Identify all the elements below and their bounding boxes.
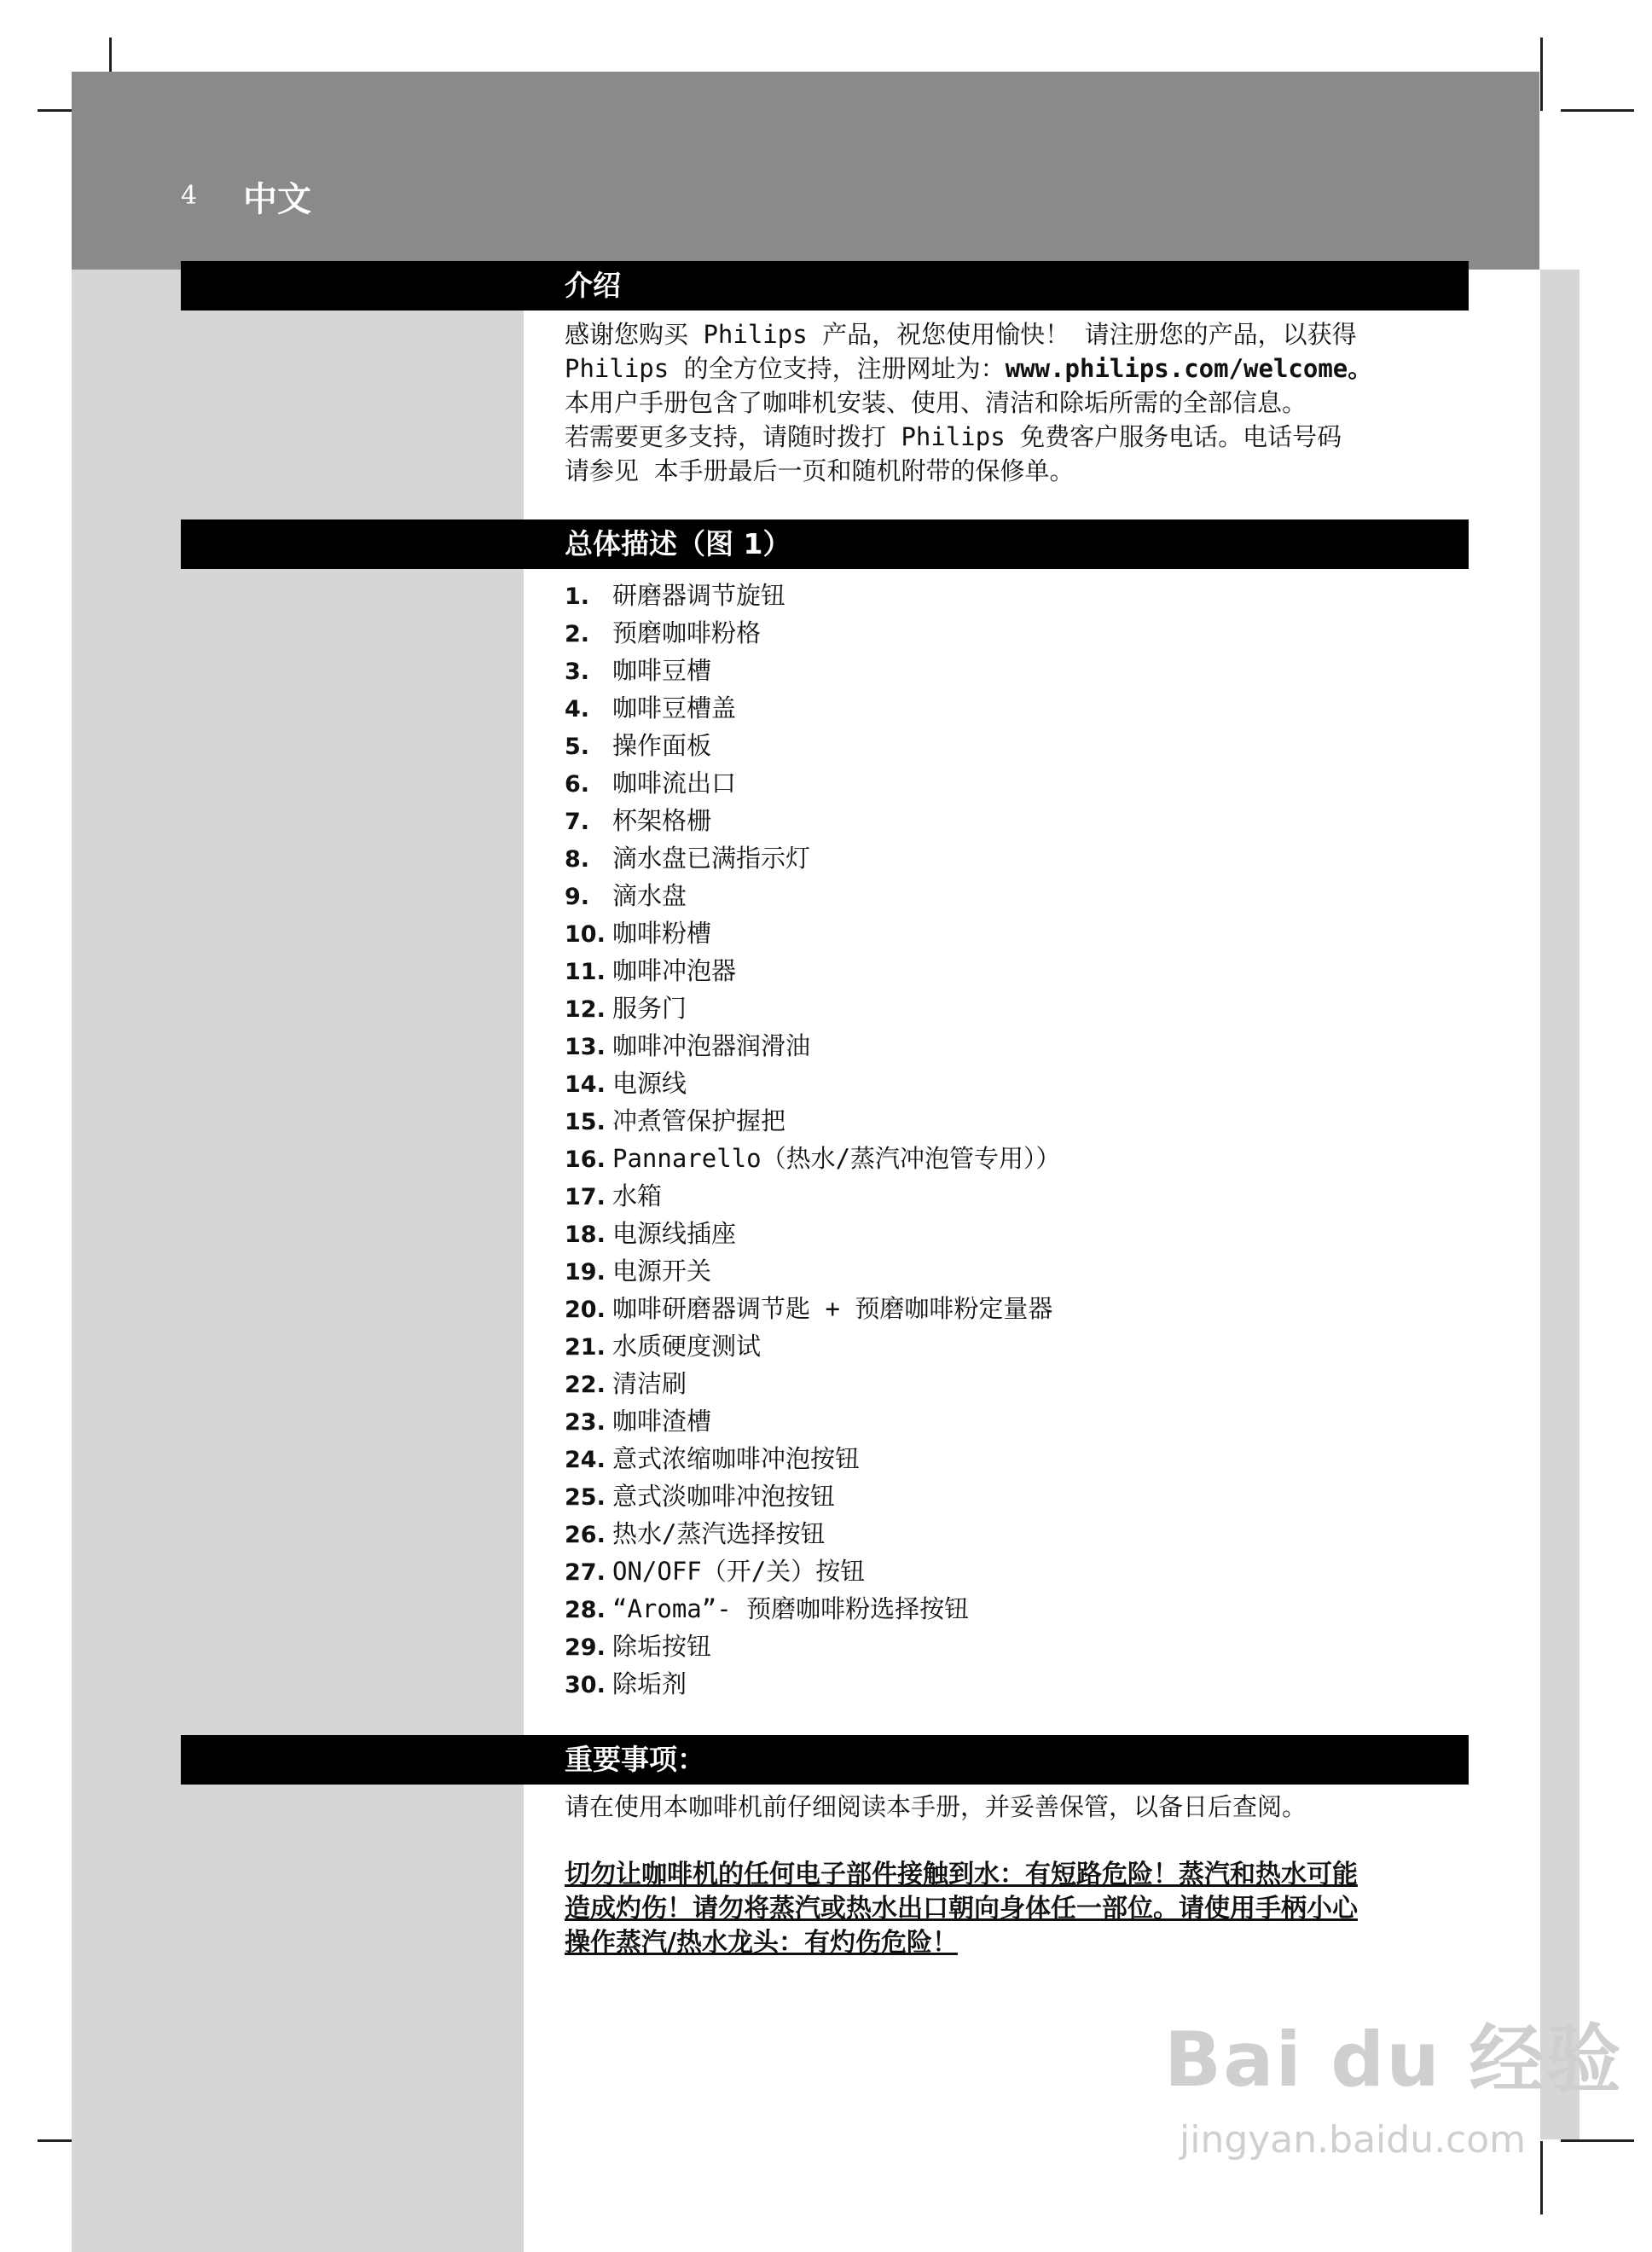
crop-mark [1561,2139,1634,2142]
item-number: 4. [565,696,590,723]
parts-list-item [565,1252,1061,1290]
header-band [72,72,1539,270]
watermark-url: jingyan.baidu.com [1180,2118,1527,2162]
intro-line: 若需要更多支持，请随时拨打 Philips 免费客户服务电话。电话号码 [565,422,1342,451]
parts-list-item [565,727,1061,764]
section-bar-important [181,1735,1469,1785]
safety-warning [565,1858,1469,1960]
intro-line: Philips 的全方位支持，注册网址为：www.philips.com/welcome。 [565,354,1373,383]
parts-list-item [565,1440,1061,1477]
parts-list [565,577,1061,1703]
watermark [1164,2000,1623,2162]
item-label: ON/OFF（开/关）按钮 [612,1557,866,1586]
item-label: 滴水盘已满指示灯 [612,844,811,873]
section-bar-overview [181,519,1469,569]
parts-list-item [565,1065,1061,1102]
item-number: 21. [565,1334,606,1361]
item-label: 杯架格栅 [612,806,712,835]
item-number: 24. [565,1447,606,1473]
parts-list-item [565,1628,1061,1665]
item-number: 13. [565,1034,606,1060]
item-label: 除垢剂 [612,1669,687,1698]
warning-line: 切勿让咖啡机的任何电子部件接触到水：有短路危险！蒸汽和热水可能 [565,1860,1358,1889]
item-label: Pannarello（热水/蒸汽冲泡管专用）） [612,1144,1061,1173]
item-label: 热水/蒸汽选择按钮 [612,1519,826,1548]
item-label: 除垢按钮 [612,1632,712,1661]
item-label: 咖啡渣槽 [612,1407,712,1436]
item-number: 26. [565,1522,606,1548]
item-number: 25. [565,1484,606,1511]
item-number: 20. [565,1297,606,1323]
important-note: 请在使用本咖啡机前仔细阅读本手册，并妥善保管，以备日后查阅。 [565,1792,1307,1821]
parts-list-item [565,1477,1061,1515]
parts-list-item [565,802,1061,839]
item-number: 19. [565,1259,606,1286]
page-number: 4 [181,181,198,211]
item-label: 水箱 [612,1181,663,1210]
item-number: 30. [565,1672,606,1698]
crop-mark [1540,2141,1543,2214]
item-number: 17. [565,1184,606,1210]
parts-list-item [565,1553,1061,1590]
item-label: 咖啡研磨器调节匙 + 预磨咖啡粉定量器 [612,1294,1053,1323]
warning-line: 操作蒸汽/热水龙头：有灼伤危险！ [565,1928,958,1958]
parts-list-item [565,990,1061,1027]
parts-list-item [565,1327,1061,1365]
item-number: 1. [565,583,590,610]
page-language-title: 中文 [243,180,311,219]
item-number: 27. [565,1559,606,1586]
item-label: 咖啡冲泡器润滑油 [612,1031,811,1060]
item-label: 意式淡咖啡冲泡按钮 [612,1482,836,1511]
item-label: 电源线 [612,1069,687,1098]
item-label: 操作面板 [612,731,712,760]
item-label: 咖啡粉槽 [612,919,712,948]
intro-line: 本用户手册包含了咖啡机安装、使用、清洁和除垢所需的全部信息。 [565,388,1307,417]
parts-list-item [565,652,1061,689]
item-label: 预磨咖啡粉格 [612,618,762,647]
item-number: 8. [565,846,590,873]
section-title-intro: 介绍 [565,269,621,302]
intro-text [565,317,1469,488]
welcome-url-link[interactable]: www.philips.com/welcome。 [1005,354,1373,383]
parts-list-item [565,952,1061,990]
item-label: 咖啡冲泡器 [612,956,737,985]
item-label: 电源线插座 [612,1219,737,1248]
section-title-overview: 总体描述（图 1） [565,527,791,560]
crop-mark [1561,109,1634,112]
parts-list-item [565,1290,1061,1327]
section-title-important: 重要事项： [565,1743,705,1776]
item-number: 11. [565,959,606,985]
item-label: 咖啡豆槽 [612,656,712,685]
watermark-logo: Bai du 经验 [1164,2016,1623,2104]
item-number: 29. [565,1634,606,1661]
parts-list-item [565,1027,1061,1065]
parts-list-item [565,614,1061,652]
item-label: 研磨器调节旋钮 [612,581,786,610]
crop-mark [1540,38,1543,111]
right-margin-strip [1540,270,1580,2139]
parts-list-item [565,577,1061,614]
parts-list-item [565,1140,1061,1177]
item-label: 滴水盘 [612,881,687,910]
parts-list-item [565,1515,1061,1553]
item-label: 咖啡豆槽盖 [612,694,737,723]
item-number: 12. [565,996,606,1023]
parts-list-item [565,1402,1061,1440]
parts-list-item [565,1590,1061,1628]
parts-list-item [565,877,1061,914]
parts-list-item [565,1215,1061,1252]
parts-list-item [565,1665,1061,1703]
parts-list-item [565,764,1061,802]
item-label: 冲煮管保护握把 [612,1106,786,1135]
item-number: 6. [565,771,590,798]
parts-list-item [565,1102,1061,1140]
warning-line: 造成灼伤！请勿将蒸汽或热水出口朝向身体任一部位。请使用手柄小心 [565,1894,1358,1924]
parts-list-item [565,689,1061,727]
item-label: “Aroma”- 预磨咖啡粉选择按钮 [612,1594,970,1623]
intro-line: 感谢您购买 Philips 产品，祝您使用愉快！ 请注册您的产品，以获得 [565,320,1357,349]
item-number: 28. [565,1597,606,1623]
item-number: 3. [565,659,590,685]
item-number: 15. [565,1109,606,1135]
item-label: 清洁刷 [612,1369,687,1398]
parts-list-item [565,1365,1061,1402]
item-label: 服务门 [612,994,687,1023]
item-number: 7. [565,809,590,835]
item-number: 14. [565,1071,606,1098]
item-number: 22. [565,1372,606,1398]
parts-list-item [565,839,1061,877]
item-number: 2. [565,621,590,647]
intro-line: 请参见 本手册最后一页和随机附带的保修单。 [565,456,1075,485]
item-label: 电源开关 [612,1257,712,1286]
item-label: 咖啡流出口 [612,769,737,798]
item-number: 5. [565,734,590,760]
item-number: 18. [565,1222,606,1248]
item-label: 意式浓缩咖啡冲泡按钮 [612,1444,861,1473]
section-bar-intro [181,261,1469,311]
item-label: 水质硬度测试 [612,1332,762,1361]
parts-list-item [565,1177,1061,1215]
item-number: 9. [565,884,590,910]
parts-list-item [565,914,1061,952]
item-number: 10. [565,921,606,948]
item-number: 23. [565,1409,606,1436]
item-number: 16. [565,1146,606,1173]
